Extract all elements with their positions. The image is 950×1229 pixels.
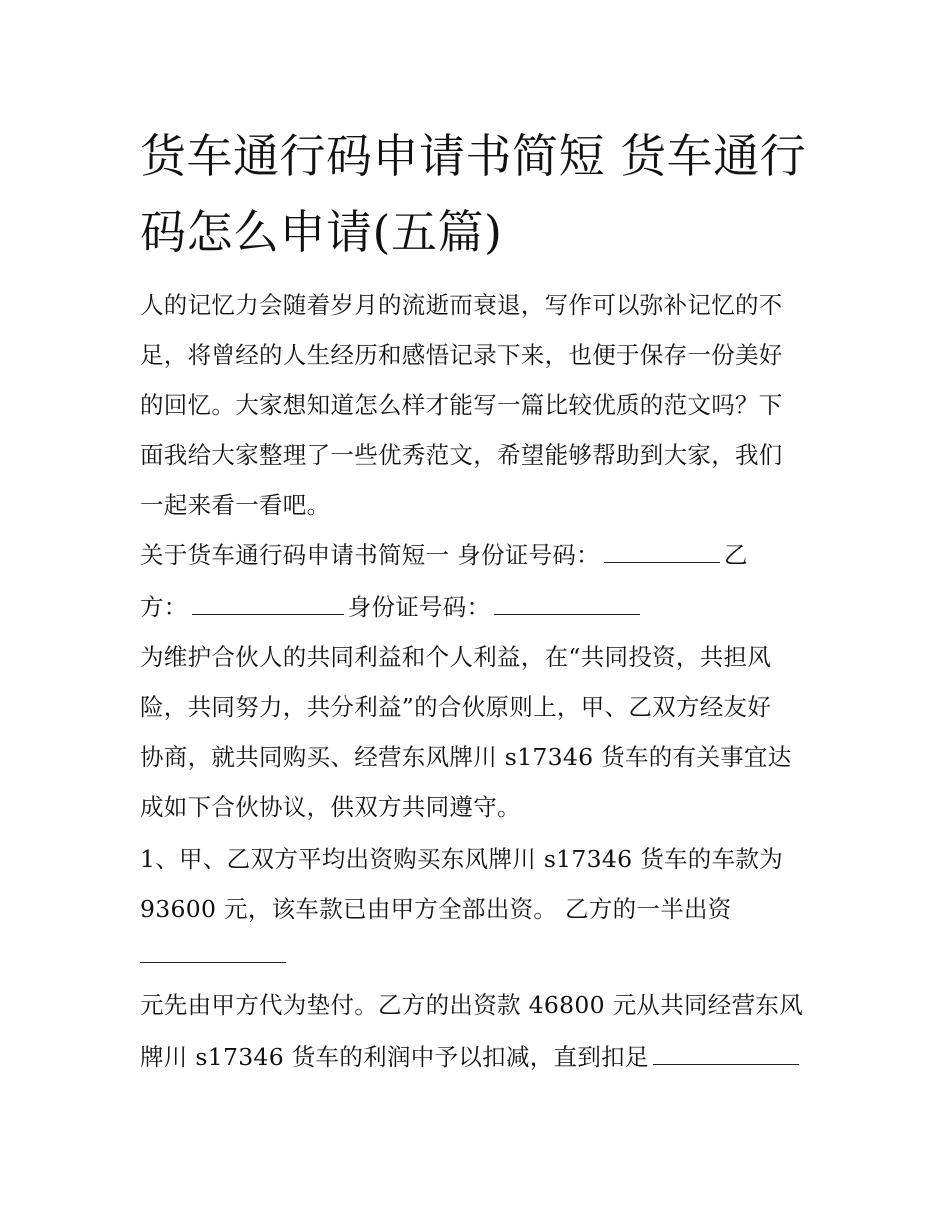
para-line-3: 协商，就共同购买、经营东风牌川 s17346 货车的有关事宜达 <box>140 743 792 771</box>
id-number-blank <box>604 544 720 563</box>
party-b-name-blank <box>192 596 344 615</box>
party-b-id-label: 身份证号码： <box>347 593 491 621</box>
para-line-2: 险，共同努力，共分利益”的合伙原则上，甲、乙双方经友好 <box>140 693 772 721</box>
intro-line-2: 足，将曾经的人生经历和感悟记录下来，也便于保存一份美好 <box>140 341 783 369</box>
para-line-1: 为维护合伙人的共同利益和个人利益，在“共同投资，共担风 <box>140 643 772 671</box>
item1-line-2: 93600 元，该车款已由甲方全部出资。 乙方的一半出资 <box>140 895 732 923</box>
item1-last-text: 牌川 s17346 货车的利润中予以扣减，直到扣足 <box>140 1043 649 1071</box>
item1-last-line <box>140 1040 803 1074</box>
section1-heading-id-label: 关于货车通行码申请书简短一 身份证号码： <box>140 541 600 569</box>
intro-line-3: 的回忆。大家想知道怎么样才能写一篇比较优质的范文吗？下 <box>140 391 783 419</box>
document-title: 货车通行码申请书简短 货车通行码怎么申请(五篇) <box>140 129 807 259</box>
section1-line-2 <box>140 590 644 624</box>
party-b-id-blank <box>494 596 640 615</box>
para-line-4: 成如下合伙协议，供双方共同遵守。 <box>140 793 521 821</box>
party-b-label-end: 方： <box>140 593 188 621</box>
intro-line-1: 人的记忆力会随着岁月的流逝而衰退，写作可以弥补记忆的不 <box>140 291 783 319</box>
item1-deduction-blank <box>653 1046 799 1065</box>
intro-line-5: 一起来看一看吧。 <box>140 491 331 519</box>
item1-cont-line-1: 元先由甲方代为垫付。乙方的出资款 46800 元从共同经营东风 <box>140 991 803 1019</box>
section1-line-1 <box>140 538 748 572</box>
item1-line-1: 1、甲、乙双方平均出资购买东风牌川 s17346 货车的车款为 <box>140 845 784 873</box>
intro-line-4: 面我给大家整理了一些优秀范文，希望能够帮助到大家，我们 <box>140 441 783 469</box>
item1-investment-blank <box>140 962 286 963</box>
party-b-label-start: 乙 <box>723 541 748 569</box>
